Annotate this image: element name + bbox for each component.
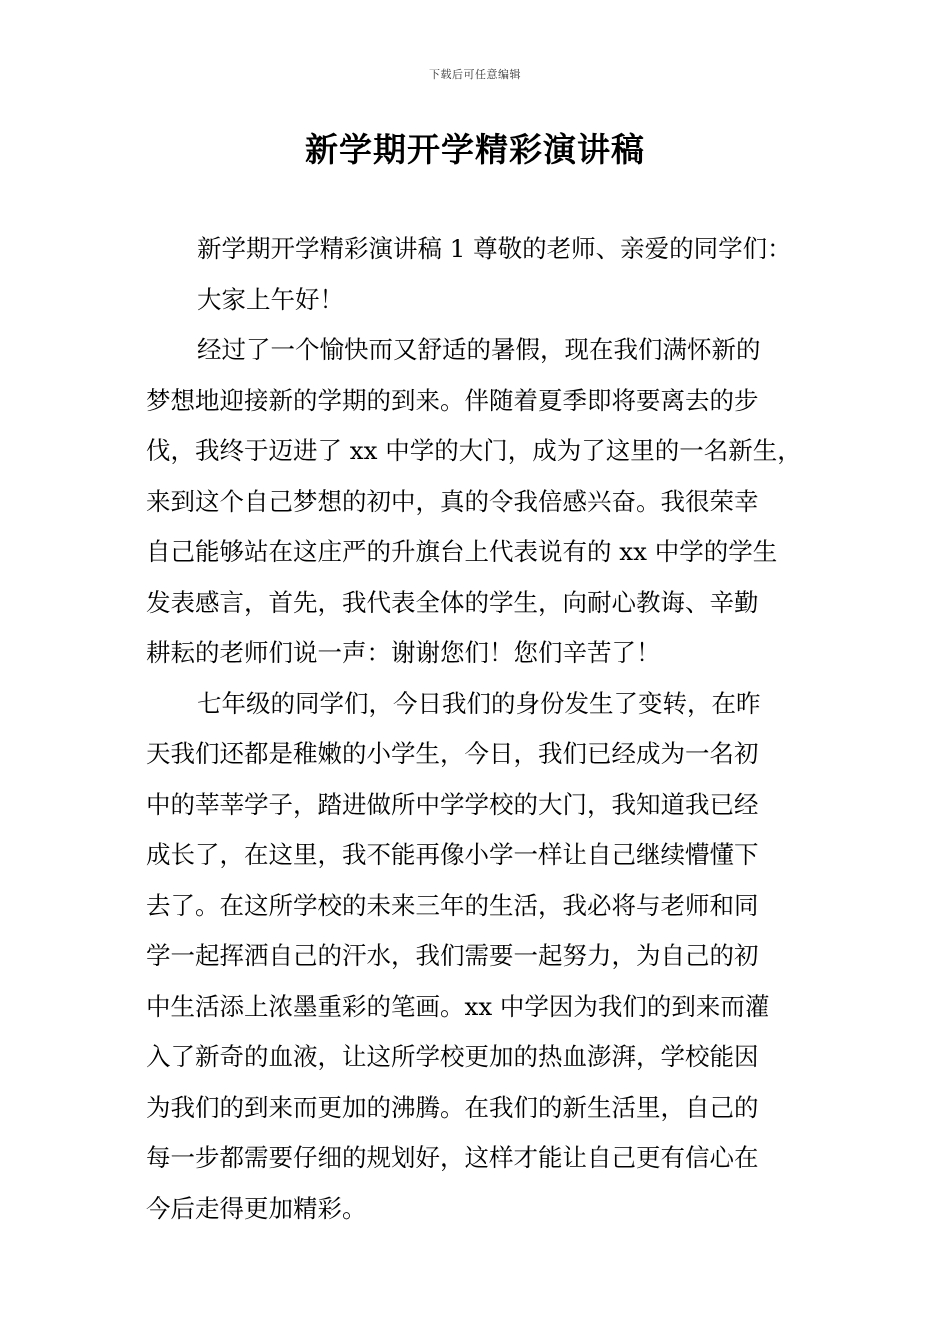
document-title: 新学期开学精彩演讲稿 (305, 130, 645, 169)
body-line: 去了。在这所学校的未来三年的生活，我必将与老师和同 (146, 890, 759, 920)
body-line: 发表感言，首先，我代表全体的学生，向耐心教诲、辛勤 (146, 587, 759, 617)
body-line: 梦想地迎接新的学期的到来。伴随着夏季即将要离去的步 (146, 385, 759, 415)
body-line: 伐，我终于迈进了 xx 中学的大门，成为了这里的一名新生， (146, 436, 802, 465)
body-line: 今后走得更加精彩。 (146, 1193, 367, 1223)
body-line: 成长了，在这里，我不能再像小学一样让自己继续懵懂下 (146, 840, 759, 869)
body-line: 七年级的同学们，今日我们的身份发生了变转，在昨 (197, 688, 761, 718)
body-line: 中的莘莘学子，踏进做所中学学校的大门，我知道我已经 (146, 789, 759, 819)
body-line: 经过了一个愉快而又舒适的暑假，现在我们满怀新的 (197, 335, 761, 364)
body-line: 中生活添上浓墨重彩的笔画。xx 中学因为我们的到来而灌 (146, 991, 770, 1021)
body-line: 耕耘的老师们说一声：谢谢您们！您们辛苦了！ (146, 638, 661, 667)
body-line: 每一步都需要仔细的规划好，这样才能让自己更有信心在 (146, 1143, 759, 1172)
header-note: 下载后可任意编辑 (429, 68, 521, 81)
body-line: 大家上午好！ (197, 284, 344, 314)
body-line: 天我们还都是稚嫩的小学生，今日，我们已经成为一名初 (146, 739, 759, 768)
body-line: 为我们的到来而更加的沸腾。在我们的新生活里，自己的 (146, 1092, 759, 1122)
body-line: 入了新奇的血液，让这所学校更加的热血澎湃，学校能因 (146, 1042, 759, 1071)
body-line: 自己能够站在这庄严的升旗台上代表说有的 xx 中学的学生 (146, 537, 778, 566)
document-body (146, 224, 818, 1234)
body-line: 来到这个自己梦想的初中，真的令我倍感兴奋。我很荣幸 (146, 486, 759, 516)
body-line: 新学期开学精彩演讲稿 1 尊敬的老师、亲爱的同学们： (197, 234, 792, 263)
body-line: 学一起挥洒自己的汗水，我们需要一起努力，为自己的初 (146, 941, 759, 970)
